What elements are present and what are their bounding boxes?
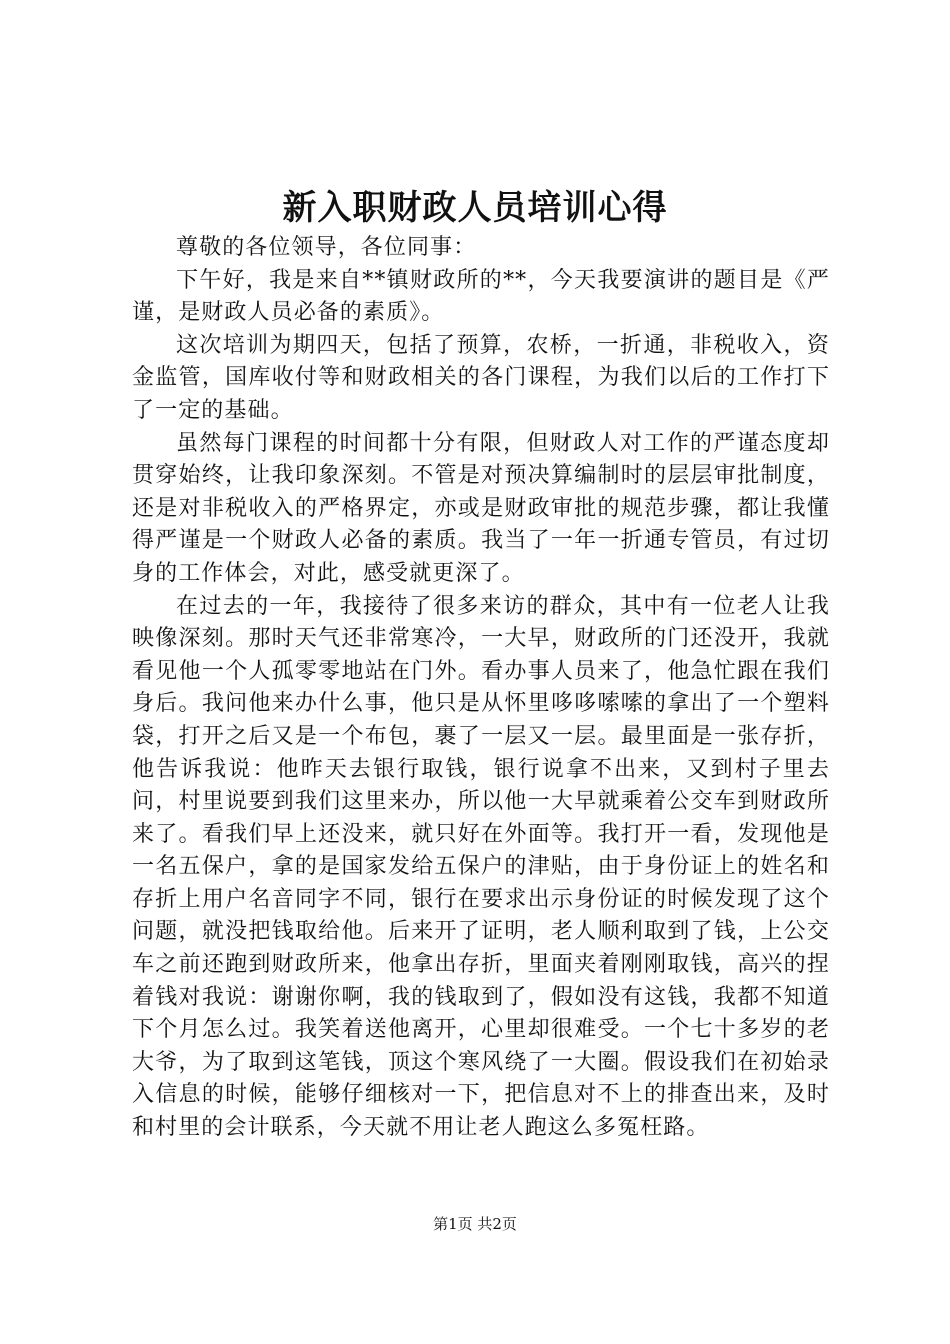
body-paragraph: 在过去的一年，我接待了很多来访的群众，其中有一位老人让我映像深刻。那时天气还非常寒冷，一大早，财政所的门还没开，我就看见他一个人孤零零地站在门外。看办事人员来了，他急忙跟在我们身后。我问他来办什么事，他只是从怀里哆哆嗦嗦的拿出了一个塑料袋，打开之后又是一个布包，裹了一层又一层。最里面是一张存折，他告诉我说：他昨天去银行取钱，银行说拿不出来，又到村子里去问，村里说要到我们这里来办，所以他一大早就乘着公交车到财政所来了。看我们早上还没来，就只好在外面等。我打开一看，发现他是一名五保户，拿的是国家发给五保户的津贴，由于身份证上的姓名和存折上用户名音同字不同，银行在要求出示身份证的时候发现了这个问题，就没把钱取给他。后来开了证明，老人顺利取到了钱，上公交车之前还跑到财政所来，他拿出存折，里面夹着刚刚取钱，高兴的捏着钱对我说：谢谢你啊，我的钱取到了，假如没有这钱，我都不知道下个月怎么过。我笑着送他离开，心里却很难受。一个七十多岁的老大爷，为了取到这笔钱，顶这个寒风绕了一大圈。假设我们在初始录入信息的时候，能够仔细核对一下，把信息对不上的排查出来，及时和村里的会计联系，今天就不用让老人跑这么多冤枉路。 [132, 593, 830, 1141]
document-body [132, 232, 830, 1145]
body-paragraph: 下午好，我是来自**镇财政所的**，今天我要演讲的题目是《严谨，是财政人员必备的素质》。 [132, 267, 830, 326]
salutation-paragraph: 尊敬的各位领导，各位同事： [176, 235, 477, 260]
body-paragraph: 虽然每门课程的时间都十分有限，但财政人对工作的严谨态度却贯穿始终，让我印象深刻。不管是对预决算编制时的层层审批制度，还是对非税收入的严格界定，亦或是财政审批的规范步骤，都让我懂得严谨是一个财政人必备的素质。我当了一年一折通专管员，有过切身的工作体会，对此，感受就更深了。 [132, 430, 830, 586]
page-number-footer: 第1页 共2页 [433, 1215, 517, 1233]
document-title: 新入职财政人员培训心得 [282, 188, 668, 228]
body-paragraph: 这次培训为期四天，包括了预算，农桥，一折通，非税收入，资金监管，国库收付等和财政相关的各门课程，为我们以后的工作打下了一定的基础。 [132, 332, 830, 423]
